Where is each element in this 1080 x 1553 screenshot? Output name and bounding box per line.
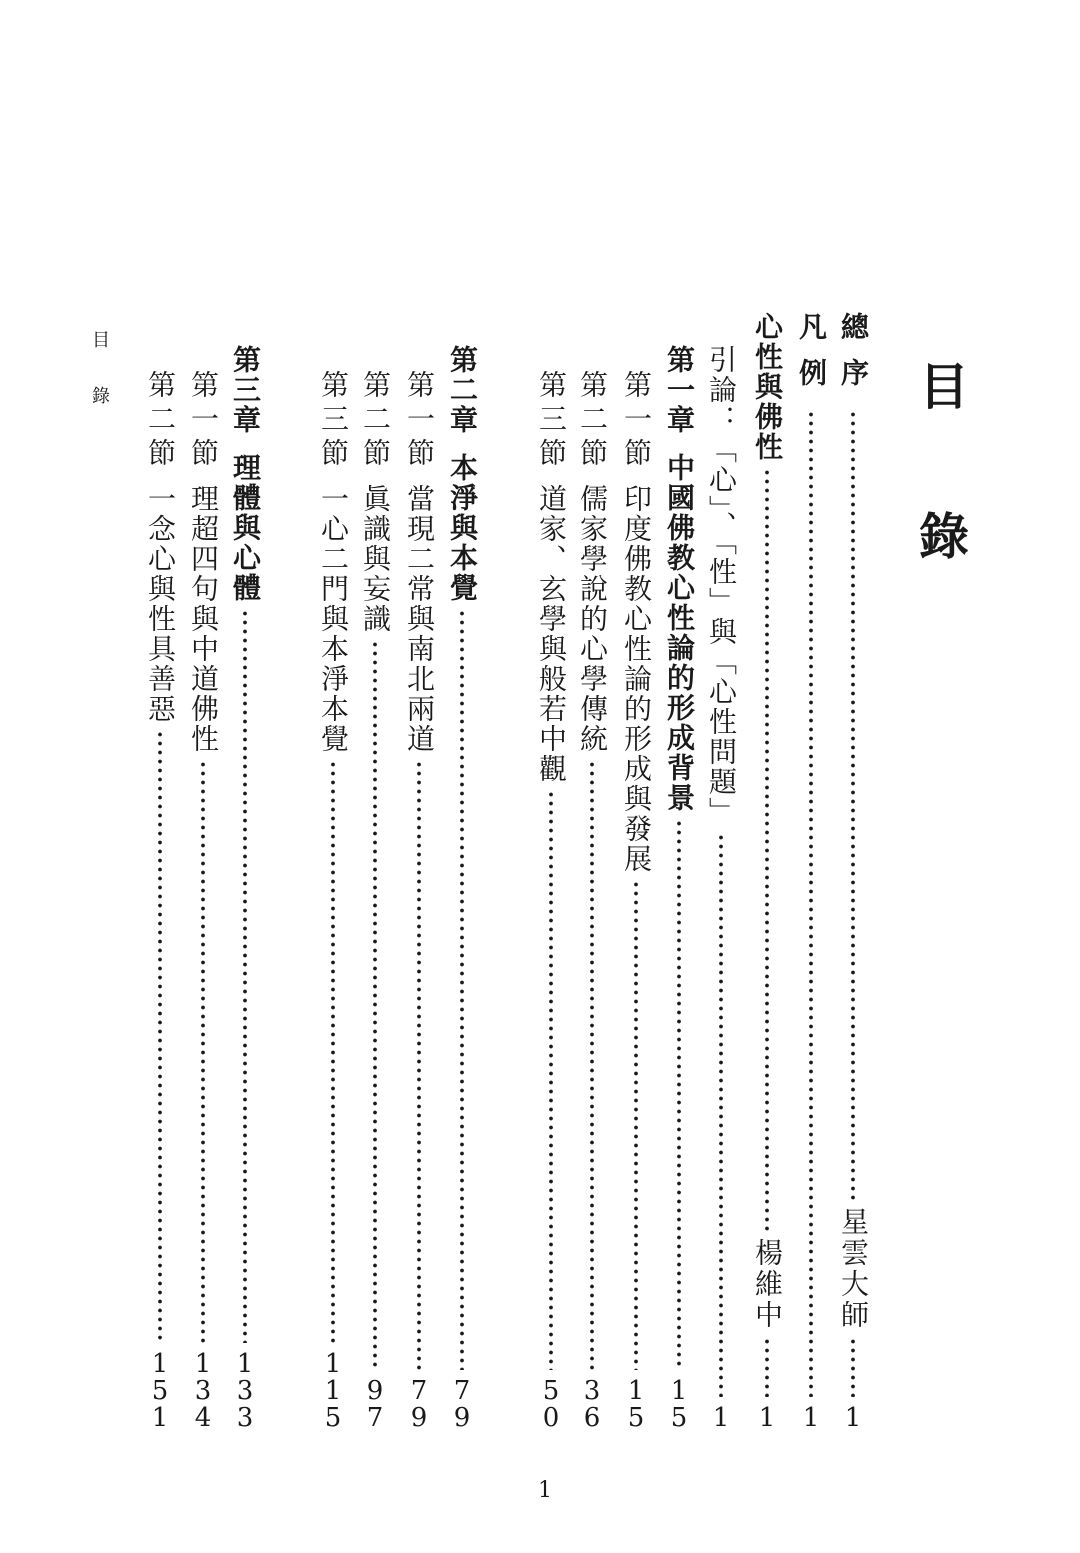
entry-label: 第二節: [359, 370, 392, 472]
toc-entry[interactable]: [795, 312, 828, 1430]
toc-entry[interactable]: [620, 370, 653, 1430]
page-number: 1: [538, 1478, 552, 1503]
toc-entry[interactable]: [187, 370, 220, 1430]
dot-leader: [839, 1337, 867, 1397]
entry-label: 第二節: [144, 370, 177, 472]
entry-author: 楊維中: [751, 1238, 784, 1331]
toc-entry[interactable]: [144, 370, 177, 1430]
toc-entry[interactable]: [446, 345, 479, 1430]
entry-label: 第二節: [576, 370, 609, 472]
entry-label: 引論：「心」、「性」與「心性問題」: [705, 345, 738, 827]
entry-page-number: 36: [577, 1376, 607, 1430]
entry-label: 第三章: [229, 345, 262, 435]
section-title: 當現二常與南北兩道: [403, 484, 436, 754]
entry-page-number: 79: [404, 1376, 434, 1430]
entry-label: 第一節: [187, 370, 220, 472]
entry-author: 星雲大師: [837, 1207, 870, 1331]
section-title: 道家、玄學與般若中觀: [535, 484, 568, 784]
entry-page-number: 1: [706, 1403, 736, 1430]
section-title: 一心二門與本淨本覺: [317, 484, 350, 754]
toc-entry[interactable]: [359, 370, 392, 1430]
dot-leader: [146, 730, 174, 1343]
entry-label: 第二章: [446, 345, 479, 435]
dot-leader: [448, 609, 476, 1370]
toc-entry[interactable]: [837, 312, 870, 1430]
toc-entry[interactable]: [705, 345, 738, 1430]
chapter-title: 本淨與本覺: [446, 453, 479, 603]
entry-label: 心性與佛性: [751, 312, 784, 462]
entry-label: 第一節: [403, 370, 436, 472]
entry-page-number: 79: [447, 1376, 477, 1430]
entry-label: 第一節: [620, 370, 653, 472]
entry-label: 總序: [837, 312, 870, 404]
entry-page-number: 134: [188, 1349, 218, 1430]
entry-page-number: 15: [621, 1376, 651, 1430]
entry-page-number: 50: [536, 1376, 566, 1430]
toc-entry[interactable]: [576, 370, 609, 1430]
toc-entry[interactable]: [663, 345, 696, 1430]
section-title: 儒家學說的心學傳統: [576, 484, 609, 754]
entry-label: 第一章: [663, 345, 696, 435]
section-title: 眞識與妄識: [359, 484, 392, 634]
dot-leader: [319, 760, 347, 1343]
toc-entry[interactable]: [751, 312, 784, 1430]
entry-page-number: 1: [752, 1403, 782, 1430]
toc-entry[interactable]: [317, 370, 350, 1430]
dot-leader: [189, 760, 217, 1343]
dot-leader: [622, 880, 650, 1370]
toc-entry[interactable]: [229, 345, 262, 1430]
dot-leader: [753, 1337, 781, 1397]
section-title: 理超四句與中道佛性: [187, 484, 220, 754]
entry-page-number: 151: [145, 1349, 175, 1430]
entry-page-number: 1: [838, 1403, 868, 1430]
dot-leader: [405, 760, 433, 1370]
dot-leader: [578, 760, 606, 1370]
page-title: 目錄: [911, 360, 970, 660]
dot-leader: [753, 468, 781, 1232]
section-title: 一念心與性具善惡: [144, 484, 177, 724]
dot-leader: [707, 833, 735, 1397]
entry-page-number: 15: [664, 1376, 694, 1430]
entry-page-number: 97: [360, 1376, 390, 1430]
entry-page-number: 1: [796, 1403, 826, 1430]
entry-page-number: 133: [230, 1349, 260, 1430]
entry-page-number: 115: [318, 1349, 348, 1430]
dot-leader: [797, 410, 825, 1397]
dot-leader: [231, 609, 259, 1343]
toc-entry[interactable]: [403, 370, 436, 1430]
dot-leader: [361, 640, 389, 1370]
dot-leader: [537, 790, 565, 1370]
chapter-title: 理體與心體: [229, 453, 262, 603]
entry-label: 凡例: [795, 312, 828, 404]
toc-entry[interactable]: [535, 370, 568, 1430]
chapter-title: 中國佛教心性論的形成背景: [663, 453, 696, 813]
dot-leader: [665, 819, 693, 1370]
dot-leader: [839, 410, 867, 1201]
section-title: 印度佛教心性論的形成與發展: [620, 484, 653, 874]
entry-label: 第三節: [535, 370, 568, 472]
running-head: 目錄: [89, 330, 110, 442]
entry-label: 第三節: [317, 370, 350, 472]
